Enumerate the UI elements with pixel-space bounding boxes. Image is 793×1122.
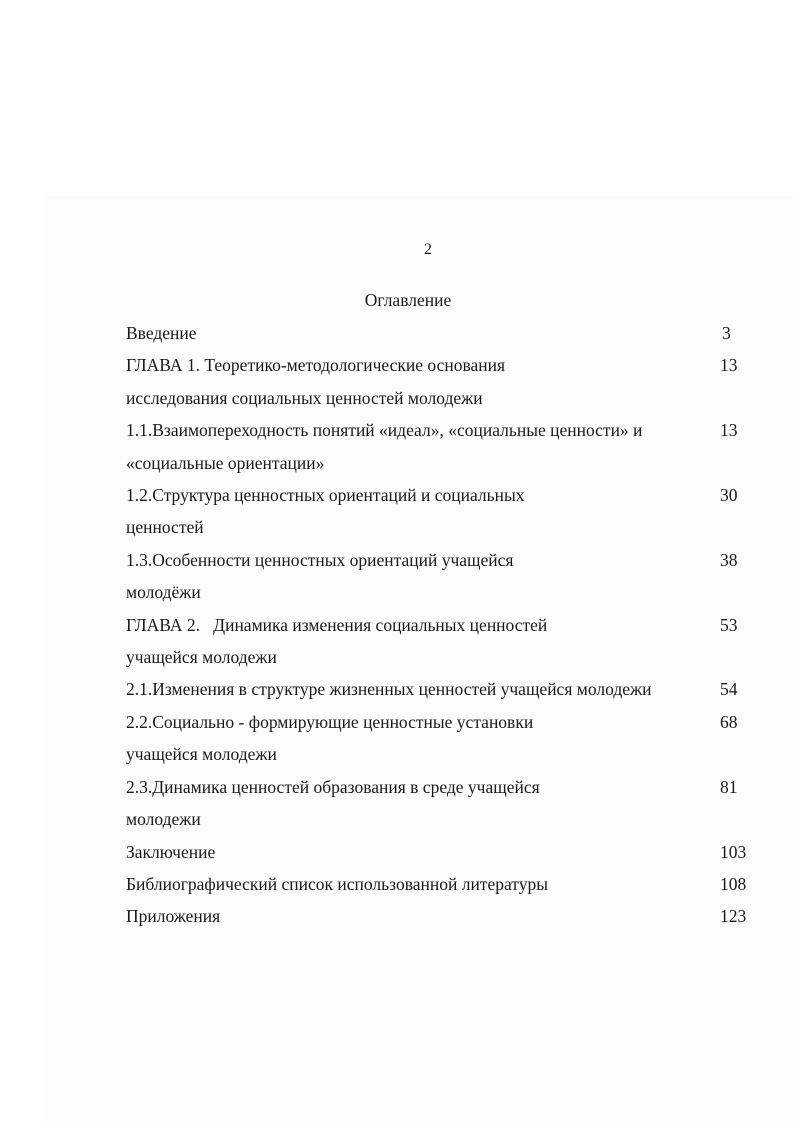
toc-entry-page-number: 13 — [720, 355, 738, 376]
toc-entry-page-number: 3 — [722, 323, 731, 343]
toc-entry-page-number: 13 — [720, 420, 738, 441]
toc-entry-title-line: Введение — [126, 323, 197, 343]
page-number: 2 — [424, 241, 432, 258]
toc-entry-title-line: 2.1.Изменения в структуре жизненных ценностей учащейся молодежи — [126, 679, 652, 700]
toc-entry-bibliography — [126, 868, 751, 900]
toc-entry-appendices — [126, 900, 751, 932]
toc-entry-section-2-3 — [126, 771, 751, 836]
toc-entry-section-1-1 — [126, 414, 751, 479]
toc-entry-section-2-1 — [126, 673, 751, 705]
toc-entry-title-line: «социальные ориентации» — [126, 452, 325, 473]
toc-entry-title-line: молодежи — [126, 809, 201, 830]
toc-entry-page-number: 123 — [720, 906, 747, 927]
toc-entry-introduction — [126, 317, 751, 349]
toc-entry-title-line: учащейся молодежи — [126, 647, 277, 668]
toc-entry-title-line: ГЛАВА 1. Теоретико-методологические основания — [126, 355, 506, 376]
toc-entry-page-number: 108 — [720, 873, 747, 894]
toc-entry-title-line: исследования социальных ценностей молодежи — [126, 387, 483, 408]
toc-entry-section-1-2 — [126, 479, 751, 544]
toc-entry-title-line: ГЛАВА 2. Динамика изменения социальных ценностей — [126, 614, 548, 635]
toc-entry-title-line: 2.2.Социально - формирующие ценностные установки — [126, 711, 534, 732]
toc-entry-title-line: 2.3.Динамика ценностей образования в среде учащейся — [126, 776, 540, 797]
toc-entry-title-line: 1.2.Структура ценностных ориентаций и социальных — [126, 485, 525, 506]
toc-entry-section-2-2 — [126, 706, 751, 771]
toc-title: Оглавление — [364, 290, 452, 310]
toc-entry-page-number: 81 — [720, 776, 738, 797]
toc-entry-title-line: ценностей — [126, 517, 204, 538]
toc-entry-page-number: 68 — [720, 711, 738, 732]
toc-entry-title-line: Заключение — [126, 841, 216, 862]
toc-entry-title-line: учащейся молодежи — [126, 744, 277, 765]
toc-entry-conclusion — [126, 836, 751, 868]
toc-entry-page-number: 53 — [720, 614, 738, 635]
toc-entry-chapter-2 — [126, 609, 751, 674]
toc-entry-page-number: 54 — [720, 679, 738, 700]
toc-entry-page-number: 103 — [720, 841, 747, 862]
toc-entry-page-number: 30 — [720, 485, 738, 506]
toc-entry-title-line: молодёжи — [126, 582, 201, 603]
toc-entry-title-line: Библиографический список использованной литературы — [126, 873, 548, 894]
toc-entry-page-number: 38 — [720, 549, 738, 570]
toc-entry-title-line: 1.3.Особенности ценностных ориентаций учащейся — [126, 549, 514, 570]
table-of-contents — [126, 317, 751, 933]
toc-entry-chapter-1 — [126, 349, 751, 414]
toc-entry-title-line: 1.1.Взаимопереходность понятий «идеал», «социальные ценности» и — [126, 420, 643, 441]
toc-entry-section-1-3 — [126, 544, 751, 609]
toc-entry-title-line: Приложения — [126, 906, 221, 927]
